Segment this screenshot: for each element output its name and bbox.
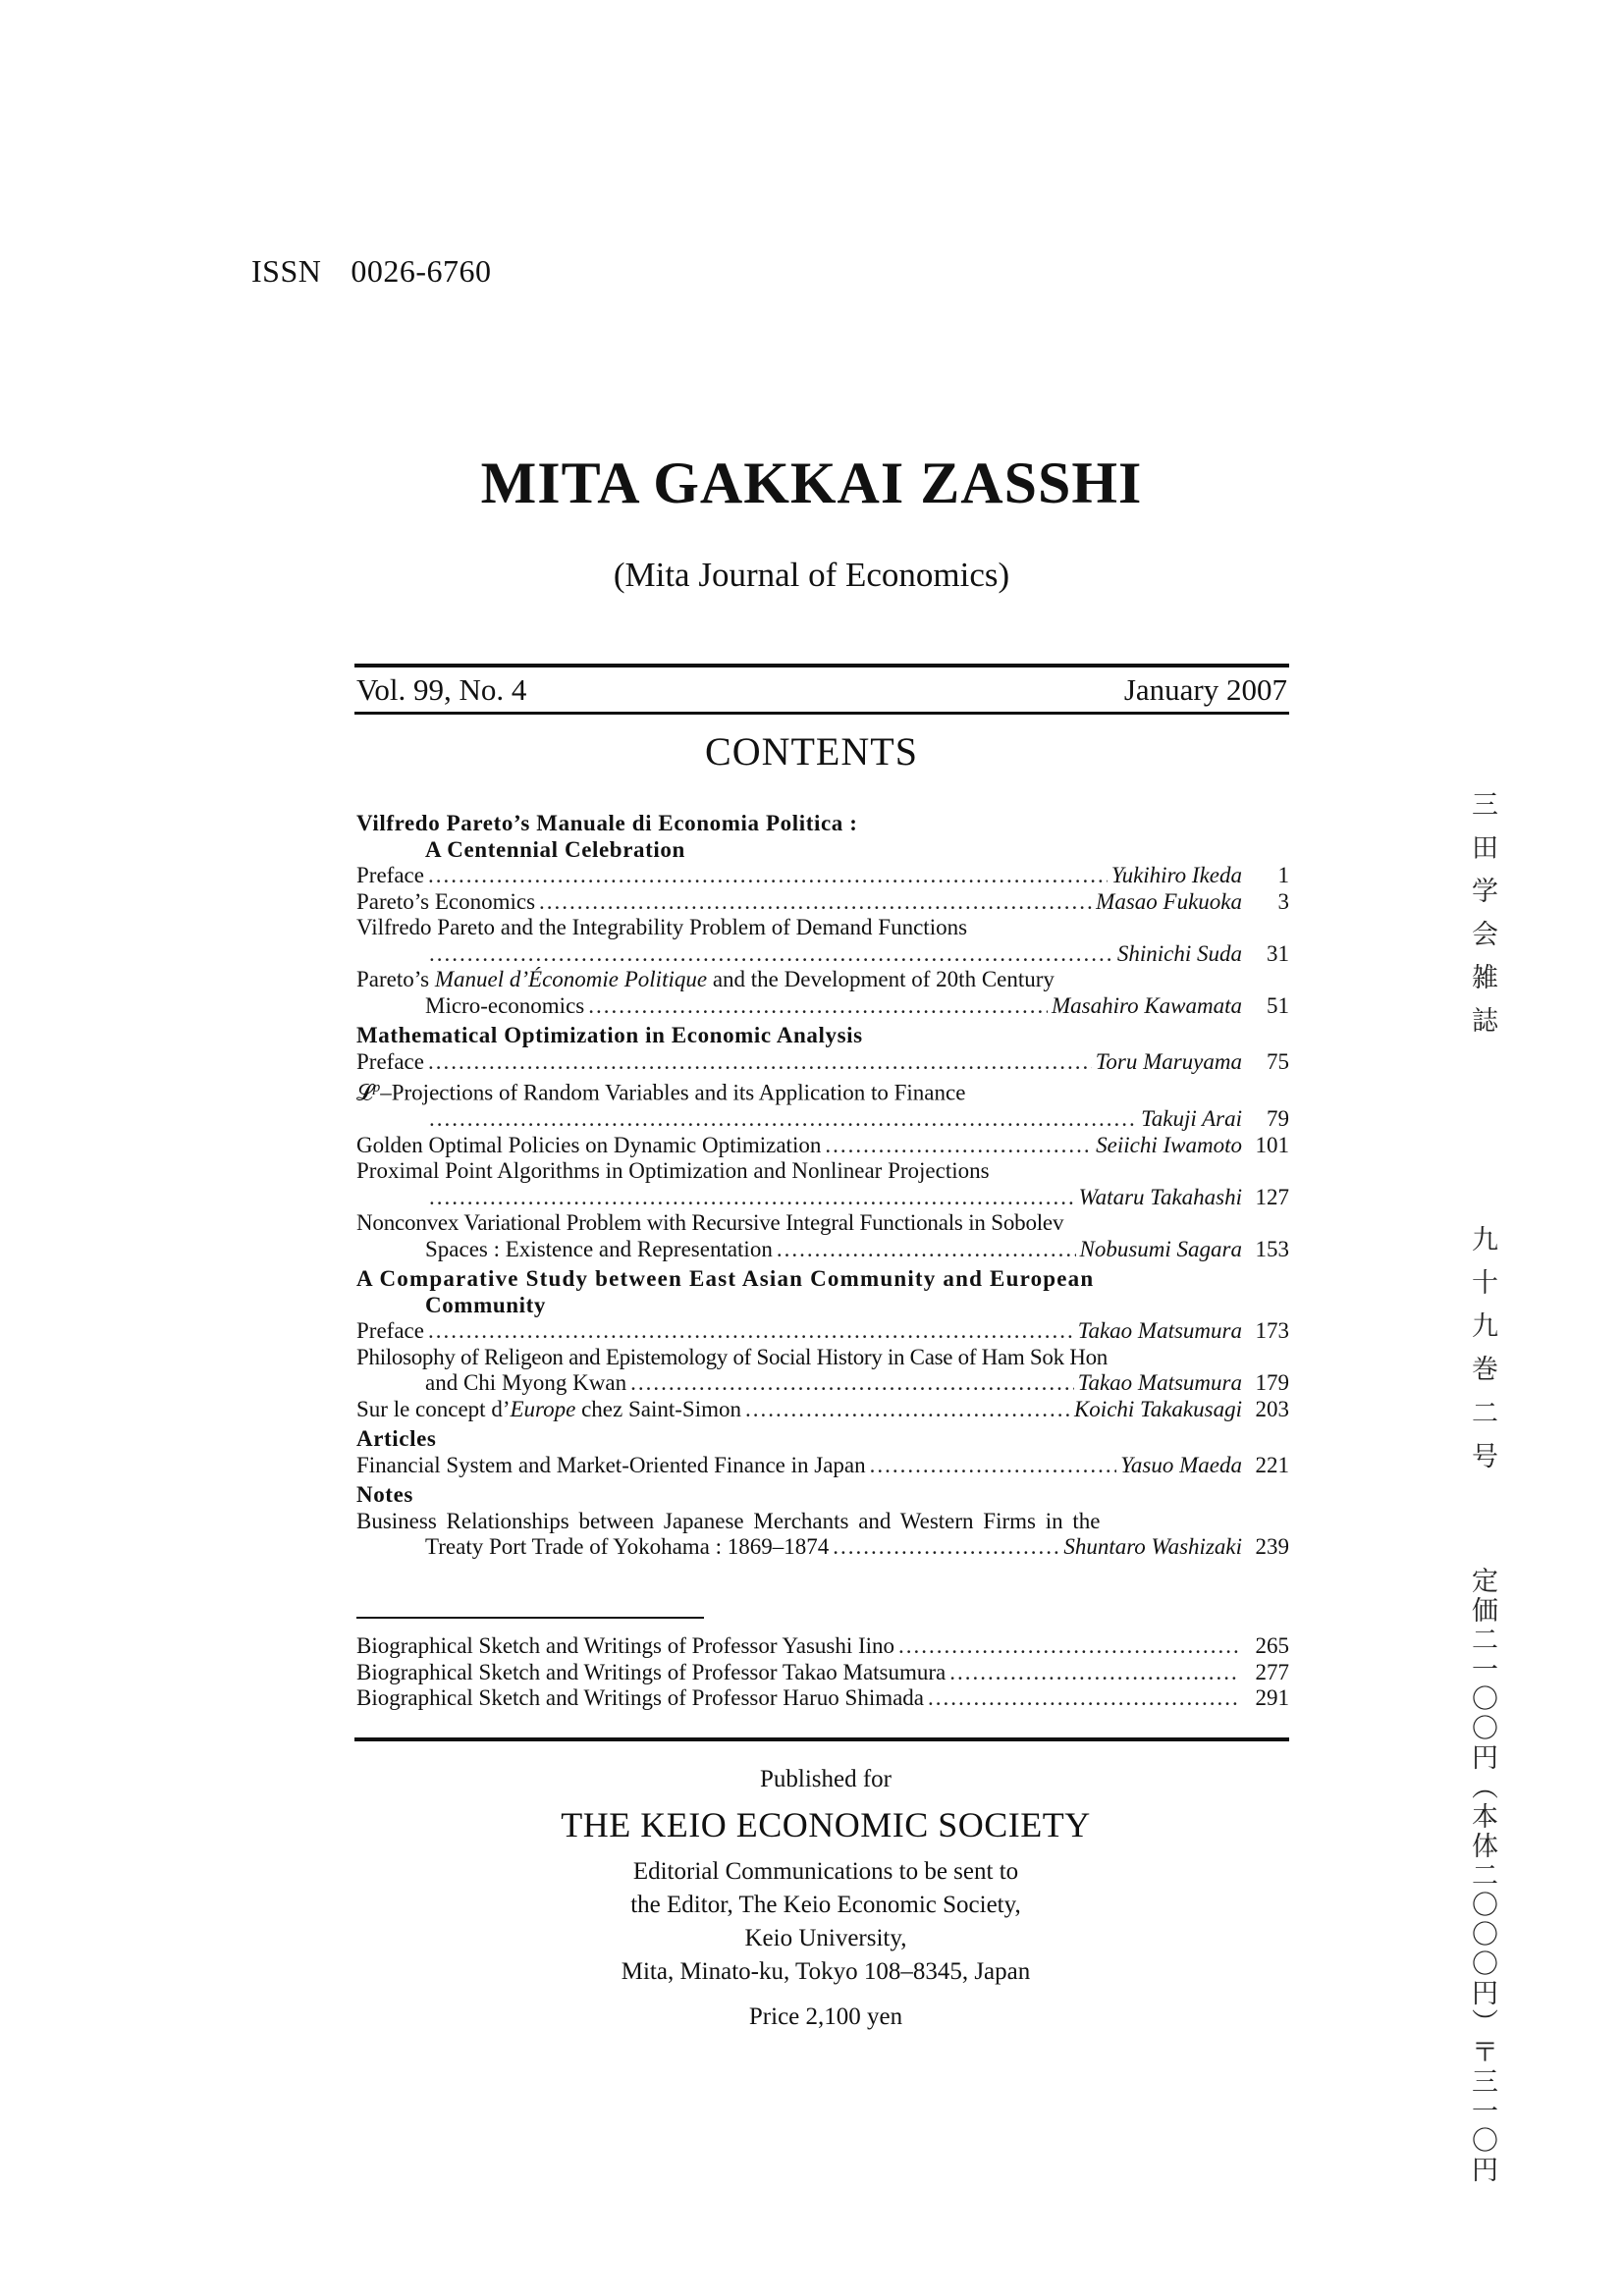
entry-page: 173	[1255, 1318, 1289, 1344]
bio-page: 265	[1255, 1633, 1289, 1658]
entry-title-continued: Micro-economics	[425, 992, 585, 1018]
society-name: THE KEIO ECONOMIC SOCIETY	[561, 1805, 1091, 1844]
entry-author: Toru Maruyama	[1095, 1048, 1242, 1074]
toc-section-heading: Mathematical Optimization in Economic Analysis	[356, 1023, 863, 1047]
toc-entry[interactable]	[356, 967, 1289, 1019]
leader-dots	[429, 1185, 1075, 1211]
entry-title: Business Relationships between Japanese Merchants and Western Firms in the	[356, 1508, 1101, 1533]
entry-title: Preface	[356, 863, 424, 887]
entry-author: Seiichi Iwamoto	[1096, 1132, 1242, 1157]
entry-author: Takao Matsumura	[1077, 1318, 1242, 1344]
issue-date: January 2007	[1123, 671, 1287, 707]
entry-title: Vilfredo Pareto and the Integrability Problem of Demand Functions	[356, 915, 968, 939]
leader-dots	[928, 1685, 1238, 1712]
entry-title	[356, 1075, 1289, 1106]
price: Price 2,100 yen	[748, 2003, 903, 2030]
toc-entry[interactable]	[356, 1318, 1289, 1345]
spine-volume: 九十九巻	[1467, 1225, 1497, 1398]
divider-short	[356, 1617, 704, 1619]
entry-continuation	[356, 993, 1289, 1020]
toc-section-heading	[356, 1266, 1289, 1318]
entry-author: Takuji Arai	[1141, 1106, 1242, 1132]
bio-entry[interactable]	[356, 1660, 1289, 1686]
entry-continuation	[356, 1106, 1289, 1133]
publisher-block	[0, 1763, 1623, 2034]
spine-number: 二号	[1467, 1399, 1497, 1485]
toc-entry[interactable]	[356, 915, 1289, 967]
bio-title: Biographical Sketch and Writings of Professor Haruo Shimada	[356, 1685, 925, 1710]
leader-dots	[745, 1397, 1070, 1423]
leader-dots	[949, 1660, 1238, 1686]
entry-page: 203	[1255, 1396, 1289, 1421]
bio-title: Biographical Sketch and Writings of Professor Yasushi Iino	[356, 1633, 895, 1658]
entry-author: Wataru Takahashi	[1078, 1184, 1242, 1209]
entry-title-continued: Treaty Port Trade of Yokohama : 1869–1874	[425, 1534, 830, 1560]
entry-page: 101	[1255, 1132, 1289, 1157]
title-italic: Manuel d’Économie Politique	[434, 967, 708, 991]
leader-dots	[833, 1534, 1059, 1561]
toc-entry[interactable]	[356, 889, 1289, 916]
leader-dots	[429, 941, 1113, 968]
entry-continuation	[356, 1237, 1289, 1263]
entry-title: Financial System and Market-Oriented Finance in Japan	[356, 1452, 866, 1477]
title-part: –Projections of Random Variables and its Application to Finance	[380, 1080, 966, 1105]
spine-journal-name: 三田学会雑誌	[1467, 790, 1497, 1049]
table-of-contents	[356, 811, 1289, 1561]
address-line: Keio University,	[744, 1925, 907, 1951]
entry-page: 153	[1255, 1236, 1289, 1261]
toc-section-heading: Notes	[356, 1482, 413, 1508]
entry-title	[356, 1397, 741, 1423]
entry-author: Yukihiro Ikeda	[1110, 863, 1242, 887]
entry-title: Preface	[356, 1318, 424, 1344]
title-part: Pareto’s	[356, 967, 435, 991]
entry-page: 3	[1277, 888, 1289, 914]
entry-title-continued: and Chi Myong Kwan	[425, 1370, 627, 1396]
bio-entry[interactable]	[356, 1685, 1289, 1712]
entry-page: 1	[1277, 863, 1289, 887]
toc-section-heading	[356, 811, 1289, 863]
toc-entry[interactable]	[356, 1397, 1289, 1423]
divider-long	[354, 1737, 1289, 1741]
entry-author: Nobusumi Sagara	[1079, 1236, 1242, 1261]
bio-page: 277	[1255, 1659, 1289, 1684]
issue-bar	[354, 664, 1289, 715]
leader-dots	[539, 889, 1092, 916]
math-symbol: 𝓛	[356, 1080, 373, 1105]
leader-dots	[428, 863, 1108, 889]
leader-dots	[428, 1318, 1074, 1345]
entry-continuation	[356, 941, 1289, 968]
title-part: Sur le concept d’	[356, 1396, 511, 1421]
entry-page: 179	[1255, 1370, 1289, 1396]
entry-title	[356, 967, 1289, 993]
entry-author: Shinichi Suda	[1116, 940, 1242, 966]
entry-page: 239	[1255, 1534, 1289, 1560]
spine-price: 定価二一〇〇円（本体二〇〇〇円）〒三一〇円	[1467, 1567, 1497, 2185]
address-line: the Editor, The Keio Economic Society,	[630, 1892, 1021, 1918]
entry-continuation	[356, 1185, 1289, 1211]
entry-title: Proximal Point Algorithms in Optimization and Nonlinear Projections	[356, 1158, 990, 1184]
bio-page: 291	[1255, 1685, 1289, 1710]
math-superscript: p	[372, 1080, 381, 1095]
issn-line	[251, 253, 492, 290]
entry-author: Takao Matsumura	[1077, 1370, 1242, 1396]
toc-entry[interactable]	[356, 1075, 1289, 1133]
entry-page: 51	[1267, 992, 1289, 1018]
issn-number: 0026-6760	[351, 253, 492, 289]
entry-page: 79	[1267, 1106, 1289, 1132]
address-line: Mita, Minato-ku, Tokyo 108–8345, Japan	[621, 1958, 1031, 1985]
entry-title: Golden Optimal Policies on Dynamic Optimization	[356, 1132, 822, 1157]
entry-author: Yasuo Maeda	[1120, 1452, 1242, 1477]
toc-section-heading: Articles	[356, 1426, 437, 1452]
section-heading-line: A Comparative Study between East Asian Community and European	[356, 1266, 1095, 1292]
issn-label: ISSN	[251, 253, 322, 289]
entry-title: Philosophy of Religeon and Epistemology of Social History in Case of Ham Sok Hon	[356, 1344, 1108, 1369]
biographical-sketches	[356, 1633, 1289, 1712]
leader-dots	[825, 1133, 1092, 1159]
section-heading-line: A Centennial Celebration	[425, 836, 685, 862]
entry-author: Masao Fukuoka	[1096, 888, 1242, 914]
entry-page: 127	[1255, 1184, 1289, 1209]
leader-dots	[588, 993, 1048, 1020]
toc-entry[interactable]	[356, 1133, 1289, 1159]
entry-page: 221	[1255, 1452, 1289, 1477]
leader-dots	[630, 1370, 1074, 1397]
journal-title: MITA GAKKAI ZASSHI	[480, 451, 1143, 515]
entry-title-continued: Spaces : Existence and Representation	[425, 1236, 773, 1261]
contents-heading: CONTENTS	[705, 729, 918, 774]
leader-dots	[429, 1106, 1137, 1133]
section-heading-line: Community	[425, 1292, 546, 1317]
entry-author: Shuntaro Washizaki	[1063, 1534, 1242, 1560]
entry-page: 31	[1267, 940, 1289, 966]
entry-author: Koichi Takakusagi	[1073, 1396, 1242, 1421]
bio-entry[interactable]	[356, 1633, 1289, 1660]
issue-volume: Vol. 99, No. 4	[356, 671, 527, 707]
toc-entry[interactable]	[356, 1158, 1289, 1210]
leader-dots	[428, 1049, 1092, 1076]
title-part: chez Saint-Simon	[575, 1396, 741, 1421]
entry-author: Masahiro Kawamata	[1051, 992, 1242, 1018]
entry-title: Preface	[356, 1048, 424, 1074]
section-heading-line: Vilfredo Pareto’s Manuale di Economia Politica :	[356, 811, 858, 835]
leader-dots	[870, 1453, 1117, 1479]
entry-continuation	[356, 1534, 1289, 1561]
journal-subtitle: (Mita Journal of Economics)	[613, 556, 1010, 594]
entry-title: Pareto’s Economics	[356, 888, 536, 914]
title-part: and the Development of 20th Century	[707, 967, 1055, 991]
address-line: Editorial Communications to be sent to	[632, 1858, 1019, 1885]
toc-entry[interactable]	[356, 863, 1289, 889]
toc-entry[interactable]	[356, 1453, 1289, 1479]
entry-title: Nonconvex Variational Problem with Recursive Integral Functionals in Sobolev	[356, 1210, 1064, 1236]
leader-dots	[777, 1237, 1076, 1263]
entry-page: 75	[1267, 1048, 1289, 1074]
entry-continuation	[356, 1370, 1289, 1397]
toc-entry[interactable]	[356, 1509, 1289, 1561]
leader-dots	[898, 1633, 1238, 1660]
toc-entry[interactable]	[356, 1345, 1289, 1397]
bio-title: Biographical Sketch and Writings of Professor Takao Matsumura	[356, 1659, 947, 1684]
toc-entry[interactable]	[356, 1210, 1289, 1262]
toc-entry[interactable]	[356, 1049, 1289, 1076]
published-for: Published for	[759, 1766, 893, 1792]
title-italic: Europe	[510, 1396, 576, 1421]
